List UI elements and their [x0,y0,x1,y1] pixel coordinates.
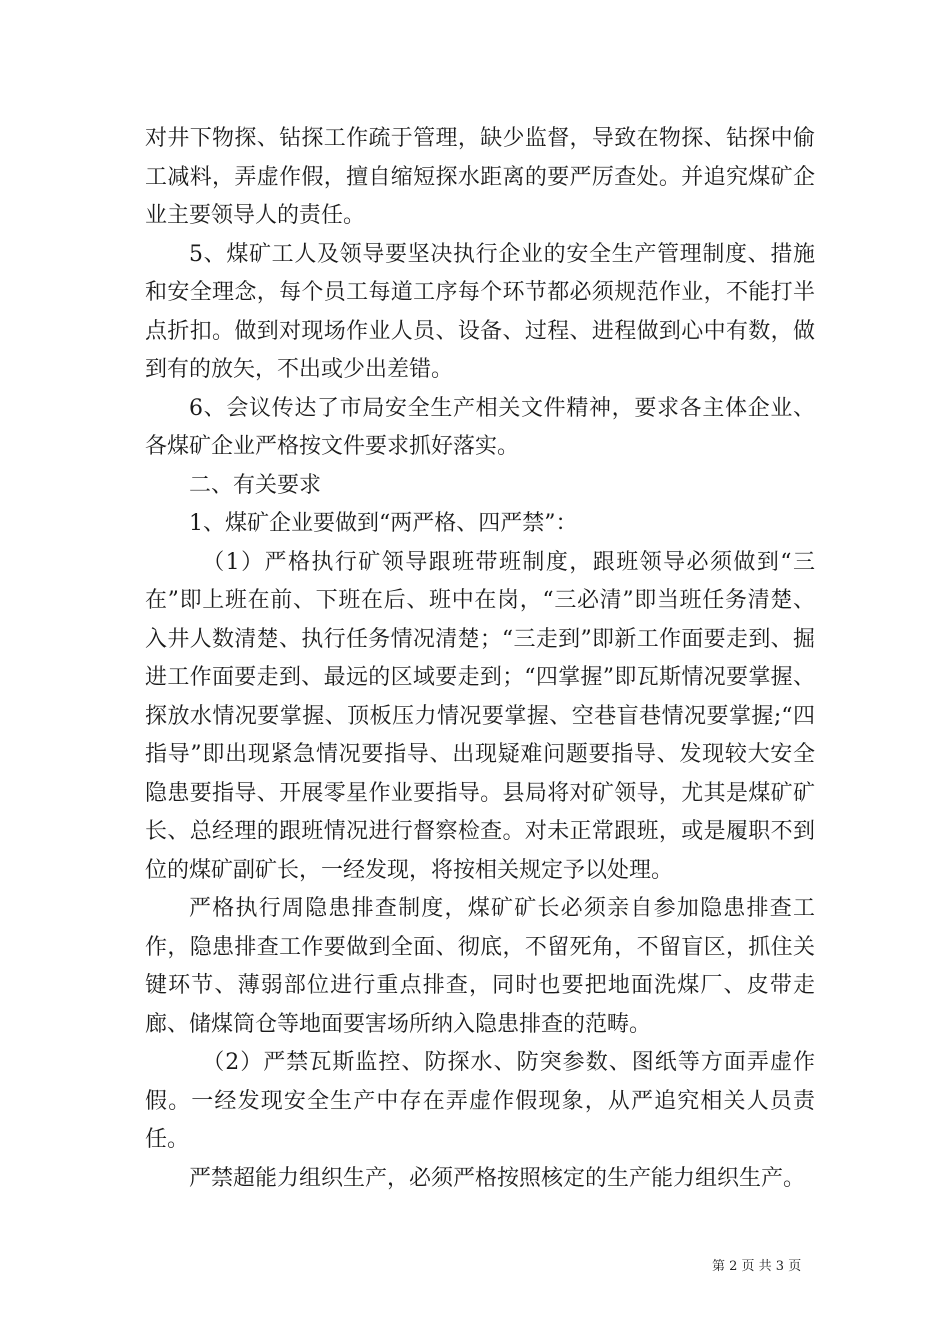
paragraph-capacity: 严禁超能力组织生产，必须严格按照核定的生产能力组织生产。 [189,1165,806,1191]
paragraph-requirement-1: 1、煤矿企业要做到“两严格、四严禁”： [189,511,578,536]
paragraph-hazard-inspection: 严格执行周隐患排查制度，煤矿矿长必须亲自参加隐患排查工作，隐患排查工作要做到全面、彻底，不留死角，不留盲区，抓住关键环节、薄弱部位进行重点排查，同时也要把地面洗煤厂、皮带走廊、储煤筒仓等地面要害场所纳入隐患排查的范畴。 [145,896,815,1037]
document-body [145,120,815,1198]
paragraph-subitem-1: （1）严格执行矿领导跟班带班制度，跟班领导必须做到“三在”即上班在前、下班在后、班中在岗，“三必清”即当班任务清楚、入井人数清楚、执行任务情况清楚；“三走到”即新工作面要走到、掘进工作面要走到、最远的区域要走到；“四掌握”即瓦斯情况要掌握、探放水情况要掌握、顶板压力情况要掌握、空巷盲巷情况要掌握;“四指导”即出现紧急情况要指导、出现疑难问题要指导、发现较大安全隐患要指导、开展零星作业要指导。县局将对矿领导，尤其是煤矿矿长、总经理的跟班情况进行督察检查。对未正常跟班，或是履职不到位的煤矿副矿长，一经发现，将按相关规定予以处理。 [145,549,815,883]
paragraph-item-5: 5、煤矿工人及领导要坚决执行企业的安全生产管理制度、措施和安全理念，每个员工每道工序每个环节都必须规范作业，不能打半点折扣。做到对现场作业人员、设备、过程、进程做到心中有数，做到有的放矢，不出或少出差错。 [145,241,815,382]
paragraph-continuation: 对井下物探、钻探工作疏于管理，缺少监督，导致在物探、钻探中偷工减料，弄虚作假，擅自缩短探水距离的要严厉查处。并追究煤矿企业主要领导人的责任。 [145,126,815,228]
section-heading-requirements: 二、有关要求 [189,472,322,498]
paragraph-item-6: 6、会议传达了市局安全生产相关文件精神，要求各主体企业、各煤矿企业严格按文件要求抓好落实。 [145,395,815,459]
page-number-footer: 第 2 页 共 3 页 [712,1259,802,1274]
paragraph-subitem-2: （2）严禁瓦斯监控、防探水、防突参数、图纸等方面弄虚作假。一经发现安全生产中存在弄虚作假现象，从严追究相关人员责任。 [145,1050,815,1152]
